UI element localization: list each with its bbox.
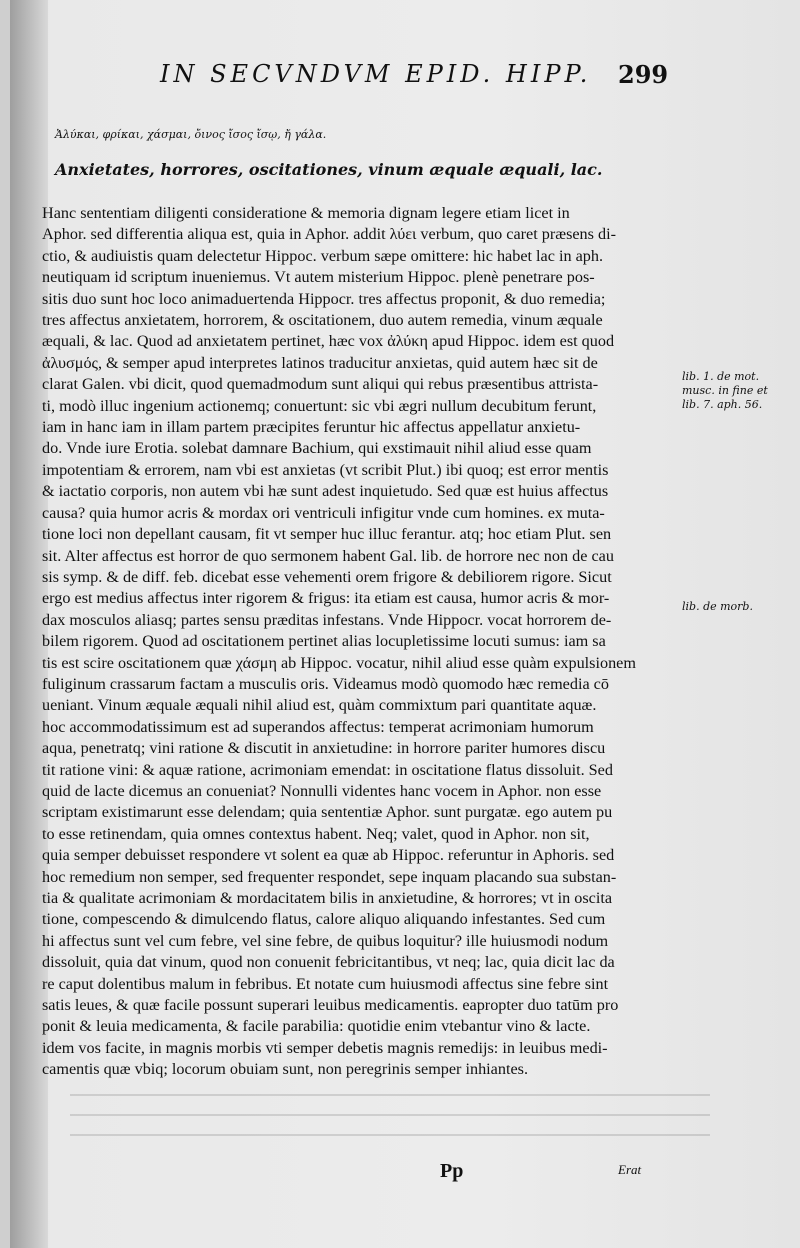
body-line: aqua, penetratq; vini ratione & discutit in anxietudine: in horrore pariter humores discu: [42, 739, 606, 758]
body-line: tres affectus anxietatem, horrorem, & oscitationem, duo autem remedia, vinum æquale: [42, 311, 603, 330]
body-line: sitis duo sunt hoc loco animaduertenda Hippocr. tres affectus proponit, & duo remedia;: [42, 289, 606, 308]
body-line: tione loci non depellant causam, fit vt semper huc illuc ferantur. atq; hoc etiam Plut. sen: [42, 525, 612, 544]
latin-lemma-heading: Anxietates, horrores, oscitationes, vinum æquale æquali, lac.: [55, 160, 603, 179]
page-footer: [10, 1160, 800, 1200]
body-line: tione, compescendo & dimulcendo flatus, calore aliquo aliquando infestantes. Sed cum: [42, 910, 606, 929]
body-line: re caput dolentibus malum in febribus. Et notate cum huiusmodi affectus sine febre sint: [42, 974, 609, 993]
body-line: bilem rigorem. Quod ad oscitationem pertinet alias locupletissime locuti sumus: iam sa: [42, 632, 606, 651]
body-line: clarat Galen. vbi dicit, quod quemadmodum sunt aliqui qui rebus præsentibus attrista-: [42, 375, 599, 394]
margin-note-line: lib. 7. aph. 56.: [682, 398, 763, 411]
body-line: Aphor. sed differentia aliqua est, quia in Aphor. addit λύει verbum, quo caret præsens di-: [42, 225, 616, 244]
margin-note: [682, 370, 768, 412]
body-line: scriptam existimarunt esse delendam; quia sententiæ Aphor. sunt purgatæ. ego autem pu: [42, 803, 613, 822]
body-line: iam in hanc iam in illam partem præcipites feruntur hic affectus appellatur anxietu-: [42, 418, 581, 437]
running-title: IN SECVNDVM EPID. HIPP.: [160, 60, 592, 88]
book-page: [10, 0, 800, 1248]
body-line: ti, modò illuc ingenium actionemq; conuertunt: sic vbi ægri nullum decubitum ferunt,: [42, 396, 597, 415]
body-line: dissoluit, quia dat vinum, quod non conuenit febricitantibus, vt neq; lac, quia dicit lac da: [42, 953, 615, 972]
body-line: quia semper debuisset respondere vt solent ea quæ ab Hippoc. referuntur in Aphoris. sed: [42, 846, 615, 865]
body-line: tit ratione vini: & aquæ ratione, acrimoniam emendat: in oscitatione flatus dissoluit. Sed: [42, 760, 613, 779]
body-line: tis est scire oscitationem quæ χάσμη ab Hippoc. vocatur, nihil aliud esse quàm expulsionem: [42, 653, 636, 672]
body-line: hoc remedium non semper, sed frequenter respondet, sepe inquam placando sua substan-: [42, 867, 617, 886]
body-line: hoc accommodatissimum est ad superandos affectus: temperat acrimoniam humorum: [42, 717, 594, 736]
margin-note-line: musc. in fine et: [682, 384, 768, 397]
body-line: ponit & leuia medicamenta, & facile parabilia: quotidie enim vtebantur vino & lacte.: [42, 1017, 591, 1036]
body-line: ergo est medius affectus inter rigorem & frigus: ita etiam est causa, humor acris & mor-: [42, 589, 610, 608]
signature-mark: Pp: [440, 1160, 464, 1182]
show-through-text: [70, 1082, 710, 1152]
margin-note-line: lib. 1. de mot.: [682, 370, 760, 383]
running-header: [10, 60, 800, 96]
body-line: æquali, & lac. Quod ad anxietatem pertinet, hæc vox ἀλύκη apud Hippoc. idem est quod: [42, 332, 615, 351]
body-line: dax mosculos aliasq; partes sensu præditas infestans. Vnde Hippocr. vocat horrorem de-: [42, 610, 612, 629]
body-line: & iactatio corporis, non autem vbi hæ sunt adest inquietudo. Sed quæ est huius affectus: [42, 482, 609, 501]
greek-lemma: Ἀλύκαι, φρίκαι, χάσμαι, ὄινος ἴσος ἴσῳ, ἤ γάλα.: [55, 128, 327, 141]
margin-note: [682, 600, 753, 614]
body-line: to esse retinendam, quia omnes contextus habent. Neq; valet, quod in Aphor. non sit,: [42, 824, 590, 843]
body-line: ueniant. Vinum æquale æquali nihil aliud est, quàm commixtum pari quantitate aquæ.: [42, 696, 597, 715]
page-number: 299: [618, 60, 669, 89]
body-line: idem vos facite, in magnis morbis vti semper debetis magnis remedijs: in leuibus medi-: [42, 1038, 608, 1057]
body-line: hi affectus sunt vel cum febre, vel sine febre, de quibus loquitur? ille huiusmodi nodum: [42, 931, 609, 950]
body-line: tia & qualitate acrimoniam & mordacitatem bilis in anxietudine, & horrores; vt in oscita: [42, 889, 613, 907]
body-line: do. Vnde iure Erotia. solebat damnare Bachium, qui exstimauit nihil aliud esse quam: [42, 439, 592, 458]
catchword: Erat: [618, 1162, 642, 1177]
body-line: satis leues, & quæ facile possunt superari leuibus medicamentis. eapropter duo tatūm pro: [42, 996, 619, 1015]
margin-note-line: lib. de morb.: [682, 600, 753, 613]
body-line: causa? quia humor acris & mordax ori ventriculi infigitur vnde cum homines. ex muta-: [42, 503, 605, 522]
body-line: sit. Alter affectus est horror de quo sermonem habent Gal. lib. de horrore nec non de cau: [42, 546, 614, 565]
body-line: quid de lacte dicemus an conueniat? Nonnulli videntes hanc vocem in Aphor. non esse: [42, 781, 602, 800]
body-text: [42, 203, 690, 1081]
body-line: ctio, & audiuistis quam delectetur Hippoc. verbum sæpe omittere: hic habet lac in aph.: [42, 246, 604, 265]
body-line: impotentiam & errorem, nam vbi est anxietas (vt scribit Plut.) ibi quoq; est error mentis: [42, 460, 609, 479]
body-line: fuliginum crassarum factam a musculis oris. Videamus modò quomodo hæc remedia cō: [42, 674, 609, 693]
body-line: neutiquam id scriptum inueniemus. Vt autem misterium Hippoc. plenè penetrare pos-: [42, 268, 595, 287]
body-line: sis symp. & de diff. feb. dicebat esse vehementi orem frigore & debiliorem rigore. Sicut: [42, 567, 612, 586]
body-line: ἀλυσμός, & semper apud interpretes latinos traducitur anxietas, quid autem hæc sit de: [42, 353, 598, 372]
body-line: Hanc sententiam diligenti consideratione & memoria dignam legere etiam licet in: [42, 204, 570, 222]
body-line: camentis quæ vbiq; locorum obuiam sunt, non peregrinis semper inhiantes.: [42, 1060, 528, 1079]
